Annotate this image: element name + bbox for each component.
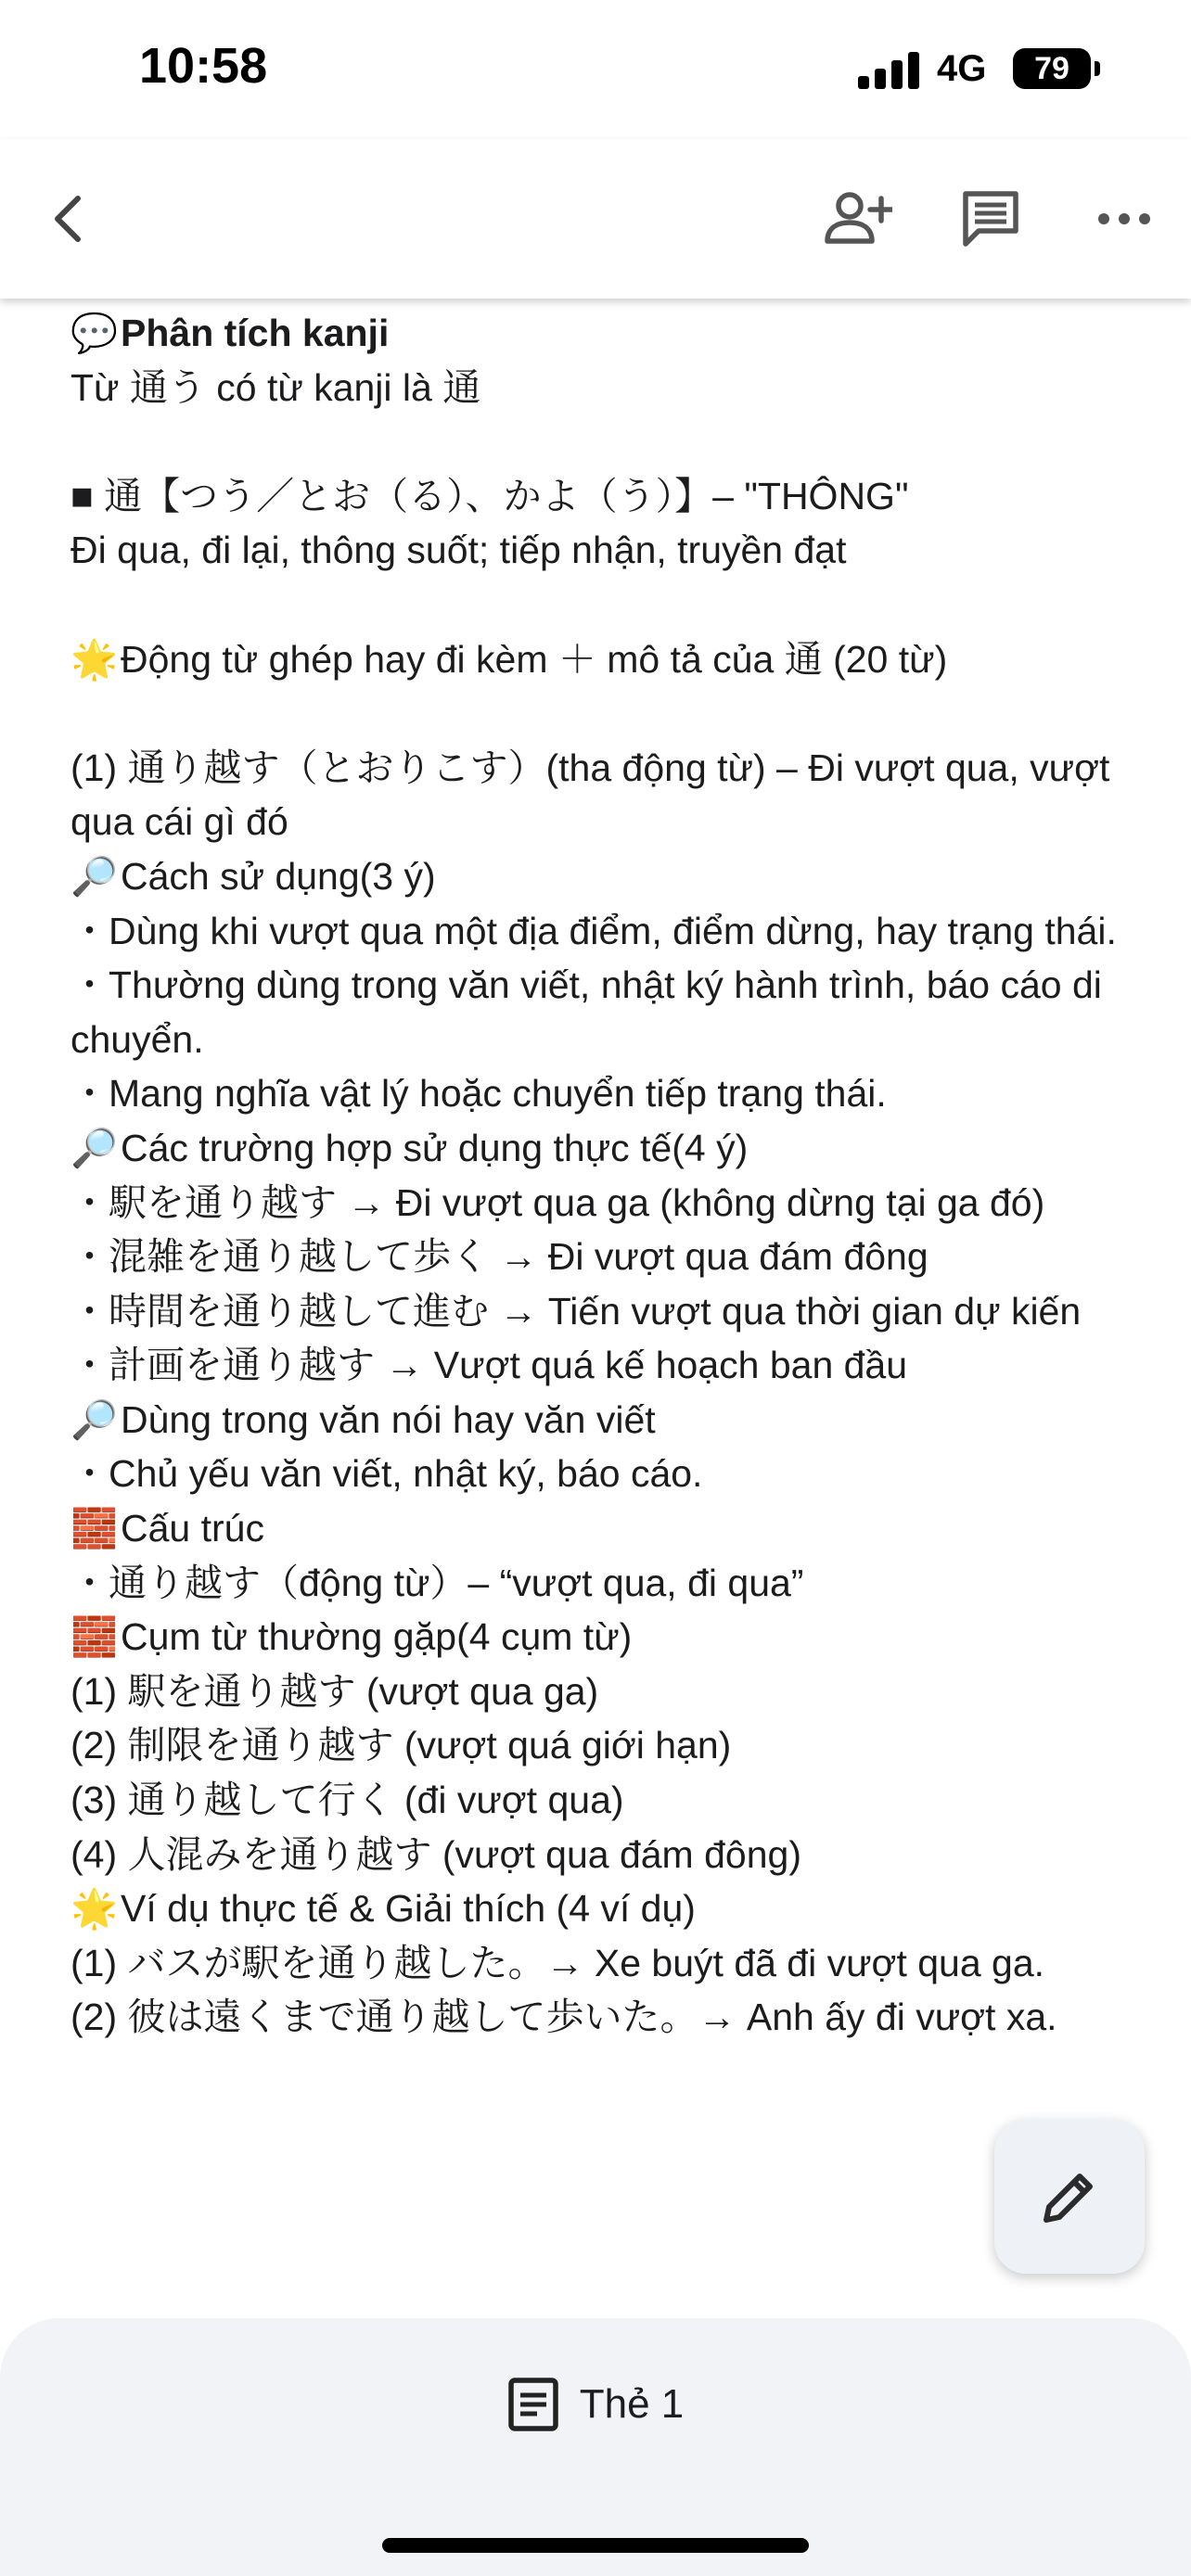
- line-text: Các trường hợp sử dụng thực tế(4 ý): [121, 1126, 749, 1169]
- top-toolbar: [0, 139, 1191, 299]
- line-text: (1) 通り越す（とおりこす）(tha động từ) – Đi vượt qua, vượt qua cái gì đó: [70, 746, 1110, 844]
- emoji-icon: 🧱: [70, 1507, 119, 1550]
- more-horizontal-icon: [1096, 210, 1152, 228]
- content-line: [70, 1936, 1137, 1991]
- emoji-icon: 🌟: [70, 1887, 119, 1931]
- status-bar: [0, 0, 1191, 139]
- content-line: [70, 1230, 1137, 1284]
- content-line: [70, 306, 1137, 361]
- content-line: [70, 469, 1137, 524]
- line-text: Cấu trúc: [121, 1507, 264, 1550]
- comment-icon: [960, 188, 1021, 249]
- pencil-icon: [1037, 2164, 1102, 2229]
- line-text: ・計画を通り越す → Vượt quá kế hoạch ban đầu: [70, 1344, 908, 1387]
- content-line: [70, 361, 1137, 415]
- line-text: (1) 駅を通り越す (vượt qua ga): [70, 1669, 599, 1713]
- content-line: [70, 1610, 1137, 1664]
- battery-cap: [1095, 61, 1100, 76]
- line-text: ・通り越す（động từ）– “vượt qua, đi qua”: [70, 1561, 804, 1604]
- line-text: ・Dùng khi vượt qua một địa điểm, điểm dừng, hay trạng thái.: [70, 909, 1117, 952]
- battery-icon: 79: [1013, 48, 1091, 89]
- content-line: [70, 1393, 1137, 1447]
- content-line: [70, 849, 1137, 904]
- content-line: [70, 904, 1137, 959]
- line-text: (1) バスが駅を通り越した。→ Xe buýt đã đi vượt qua ga.: [70, 1941, 1045, 1984]
- emoji-icon: 🌟: [70, 637, 119, 681]
- cellular-signal-icon: [858, 52, 921, 89]
- line-text: Từ 通う có từ kanji là 通: [70, 365, 481, 409]
- line-text: (2) 彼は遠くまで通り越して歩いた。→ Anh ấy đi vượt xa.: [70, 1996, 1057, 2039]
- content-line: [70, 1718, 1137, 1773]
- content-line: [70, 578, 1137, 632]
- line-text: (2) 制限を通り越す (vượt quá giới hạn): [70, 1724, 732, 1767]
- content-line: [70, 1176, 1137, 1231]
- content-line: [70, 414, 1137, 469]
- add-collaborator-button[interactable]: [811, 172, 903, 265]
- network-type: 4G: [937, 48, 987, 89]
- document-body[interactable]: [70, 306, 1137, 2045]
- comment-button[interactable]: [944, 172, 1037, 265]
- content-line: [70, 632, 1137, 687]
- line-text: ・駅を通り越す → Đi vượt qua ga (không dừng tại ga đó): [70, 1180, 1045, 1224]
- content-line: [70, 1990, 1137, 2045]
- line-text: Động từ ghép hay đi kèm ＋ mô tả của 通 (20 từ): [121, 637, 948, 681]
- emoji-icon: 🔎: [70, 1126, 119, 1169]
- person-add-icon: [822, 189, 892, 249]
- content-line: [70, 741, 1137, 849]
- line-text: Cách sử dụng(3 ý): [121, 854, 436, 898]
- line-text: Dùng trong văn nói hay văn viết: [121, 1397, 656, 1441]
- line-text: Phân tích kanji: [121, 312, 390, 354]
- chevron-left-icon: [46, 191, 87, 247]
- content-line: [70, 1447, 1137, 1501]
- line-text: (3) 通り越して行く (đi vượt qua): [70, 1779, 624, 1822]
- content-line: [70, 1556, 1137, 1611]
- edit-button[interactable]: [994, 2120, 1145, 2274]
- document-icon: [507, 2377, 559, 2432]
- content-line: [70, 1501, 1137, 1556]
- emoji-icon: 🔎: [70, 854, 119, 898]
- card-tab-label: Thẻ 1: [579, 2381, 685, 2427]
- emoji-icon: 💬: [70, 312, 119, 354]
- emoji-icon: 🧱: [70, 1615, 119, 1659]
- line-text: Ví dụ thực tế & Giải thích (4 ví dụ): [121, 1887, 696, 1931]
- line-text: ■ 通【つう／とお（る）、かよ（う）】– "THÔNG": [70, 474, 909, 517]
- content-line: [70, 1773, 1137, 1828]
- line-text: ・時間を通り越して進む → Tiến vượt qua thời gian dự kiến: [70, 1289, 1082, 1333]
- status-time: 10:58: [139, 38, 268, 94]
- line-text: Cụm từ thường gặp(4 cụm từ): [121, 1615, 633, 1659]
- content-line: [70, 1664, 1137, 1719]
- line-text: ・Mang nghĩa vật lý hoặc chuyển tiếp trạng thái.: [70, 1072, 887, 1116]
- more-options-button[interactable]: [1078, 172, 1171, 265]
- content-line: [70, 686, 1137, 741]
- content-line: [70, 523, 1137, 578]
- home-indicator: [382, 2538, 809, 2553]
- back-button[interactable]: [20, 172, 113, 265]
- card-tab[interactable]: [0, 2372, 1191, 2437]
- content-line: [70, 1121, 1137, 1176]
- line-text: (4) 人混みを通り越す (vượt qua đám đông): [70, 1832, 801, 1876]
- content-line: [70, 958, 1137, 1066]
- emoji-icon: 🔎: [70, 1397, 119, 1441]
- line-text: Đi qua, đi lại, thông suốt; tiếp nhận, truyền đạt: [70, 529, 847, 572]
- line-text: ・Thường dùng trong văn viết, nhật ký hành trình, báo cáo di chuyển.: [70, 963, 1102, 1061]
- content-line: [70, 1338, 1137, 1393]
- line-text: ・Chủ yếu văn viết, nhật ký, báo cáo.: [70, 1452, 703, 1496]
- content-line: [70, 1828, 1137, 1882]
- content-line: [70, 1881, 1137, 1936]
- content-line: [70, 1066, 1137, 1121]
- line-text: ・混雑を通り越して歩く → Đi vượt qua đám đông: [70, 1235, 928, 1279]
- content-line: [70, 1284, 1137, 1339]
